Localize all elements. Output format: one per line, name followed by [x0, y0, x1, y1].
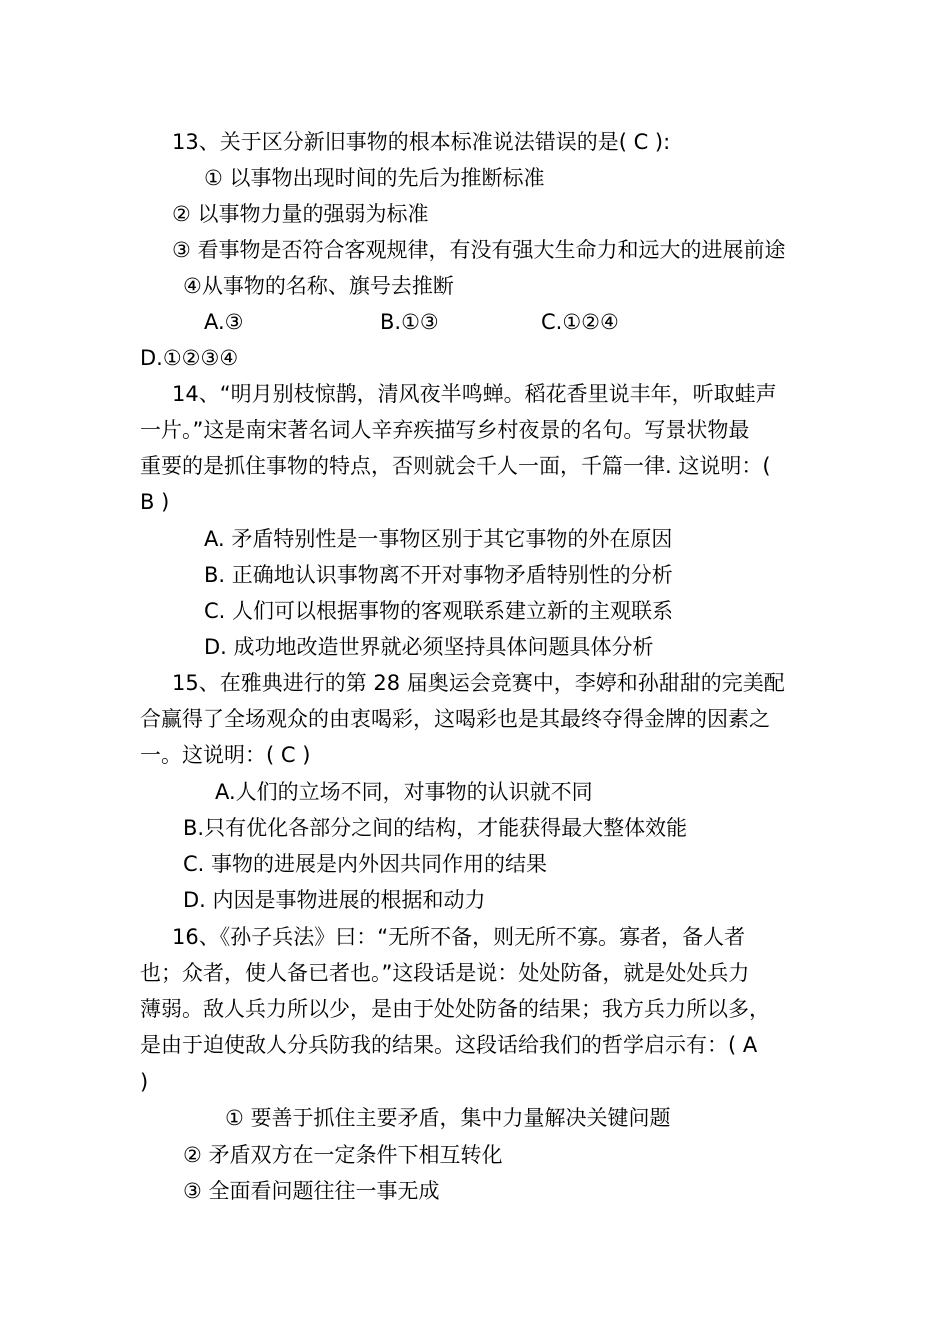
q13-option-d: D.①②③④: [140, 346, 239, 370]
q16-item-1: ① 要善于抓住主要矛盾，集中力量解决关键问题: [225, 1106, 671, 1130]
q13-item-4: ④从事物的名称、旗号去推断: [183, 274, 454, 298]
q16-line-1: 16、《孙子兵法》曰：“无所不备，则无所不寡。寡者，备人者: [172, 925, 746, 949]
q15-option-a: A.人们的立场不同，对事物的认识就不同: [215, 780, 593, 804]
q16-item-2: ② 矛盾双方在一定条件下相互转化: [183, 1143, 503, 1167]
q15-option-d: D. 内因是事物进展的根据和动力: [183, 888, 486, 912]
q15-option-b: B.只有优化各部分之间的结构，才能获得最大整体效能: [183, 816, 688, 840]
q15-line-3: 一。这说明：( C ): [140, 743, 311, 767]
q14-line-3: 重要的是抓住事物的特点，否则就会千人一面，千篇一律. 这说明：(: [140, 454, 771, 478]
q14-option-b: B. 正确地认识事物离不开对事物矛盾特别性的分析: [204, 563, 673, 587]
q16-item-3: ③ 全面看问题往往一事无成: [183, 1179, 440, 1203]
q13-option-c: C.①②④: [541, 310, 619, 334]
q15-option-c: C. 事物的进展是内外因共同作用的结果: [183, 852, 548, 876]
q14-option-a: A. 矛盾特别性是一事物区别于其它事物的外在原因: [204, 527, 673, 551]
q13-item-2: ② 以事物力量的强弱为标准: [172, 202, 429, 226]
q14-line-4: B ): [140, 490, 170, 514]
q16-line-4: 是由于迫使敌人分兵防我的结果。这段话给我们的哲学启示有：( A: [140, 1033, 758, 1057]
q14-line-1: 14、“明月别枝惊鹊，清风夜半鸣蝉。稻花香里说丰年，听取蛙声: [172, 382, 777, 406]
q16-line-5: ): [140, 1070, 149, 1094]
q15-line-1: 15、在雅典进行的第 28 届奥运会竞赛中，李婷和孙甜甜的完美配: [172, 671, 785, 695]
q13-option-b: B.①③: [380, 310, 439, 334]
q13-item-3: ③ 看事物是否符合客观规律，有没有强大生命力和远大的进展前途: [172, 238, 786, 262]
q16-line-2: 也；众者，使人备已者也。”这段话是说：处处防备，就是处处兵力: [140, 961, 750, 985]
q13-stem: 13、关于区分新旧事物的根本标准说法错误的是( C ):: [172, 130, 671, 154]
q13-option-a: A.③: [204, 310, 244, 334]
q16-line-3: 薄弱。敌人兵力所以少，是由于处处防备的结果；我方兵力所以多，: [140, 997, 770, 1021]
q15-line-2: 合赢得了全场观众的由衷喝彩，这喝彩也是其最终夺得金牌的因素之: [140, 707, 770, 731]
q14-line-2: 一片。”这是南宋著名词人辛弃疾描写乡村夜景的名句。写景状物最: [140, 418, 750, 442]
q14-option-c: C. 人们可以根据事物的客观联系建立新的主观联系: [204, 599, 674, 623]
q13-item-1: ① 以事物出现时间的先后为推断标准: [204, 166, 545, 190]
q14-option-d: D. 成功地改造世界就必须坚持具体问题具体分析: [204, 635, 654, 659]
